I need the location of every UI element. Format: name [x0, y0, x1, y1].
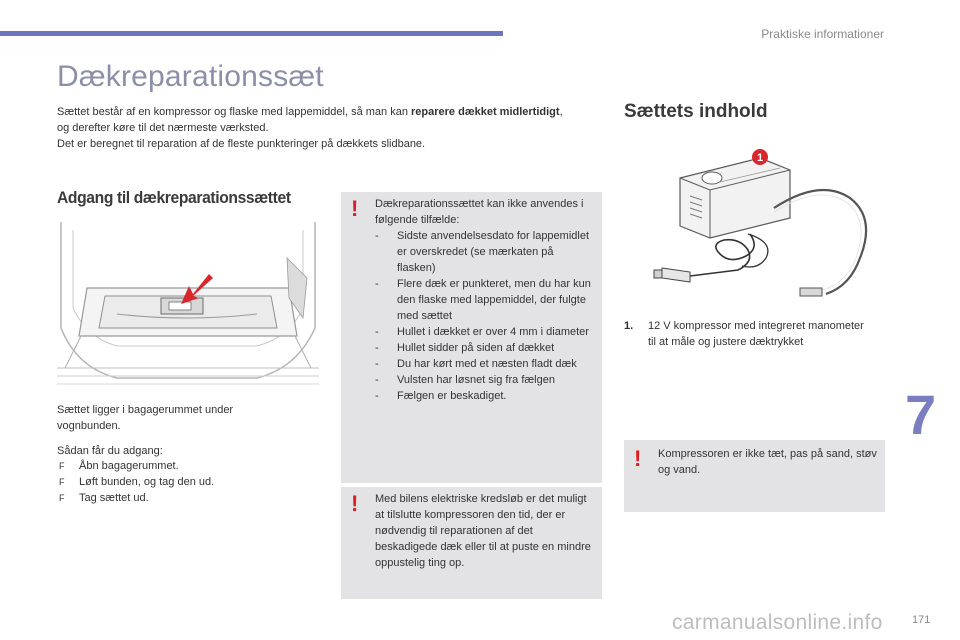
step-bullet: F: [59, 477, 65, 487]
limitation-text: Vulsten har løsnet sig fra fælgen: [397, 374, 555, 386]
step-text: Tag sættet ud.: [79, 492, 149, 504]
intro-text: Sættet består af en kompressor og flaske med lappemiddel, så man kan: [57, 106, 412, 118]
contents-item-1: [624, 318, 864, 350]
chapter-number: 7: [905, 383, 937, 446]
list-item: [375, 356, 595, 372]
intro-text-cont: , og derefter køre til det nærmeste værksted.: [57, 106, 563, 134]
list-item: [375, 340, 595, 356]
exclamation-icon: !: [351, 491, 359, 516]
callout-number: 1: [756, 152, 764, 164]
section-header-label: Praktiske informationer: [761, 27, 884, 41]
access-heading: Adgang til dækreparationssættet: [57, 188, 291, 207]
list-item: [57, 474, 214, 490]
exclamation-icon: !: [634, 446, 642, 471]
page-number: 171: [912, 614, 931, 626]
compressor-illustration: [650, 138, 886, 308]
dash-bullet: -: [375, 358, 379, 370]
step-text: Åbn bagagerummet.: [79, 460, 179, 472]
access-steps-list: [57, 458, 214, 506]
step-bullet: F: [59, 493, 65, 503]
list-item: [375, 372, 595, 388]
dash-bullet: -: [375, 326, 379, 338]
intro-bold-text: reparere dækket midlertidigt: [411, 106, 560, 118]
limitations-list: [375, 228, 595, 404]
item-text: 12 V kompressor med integreret manometer til at måle og justere dæktrykket: [648, 320, 864, 348]
contents-heading: Sættets indhold: [624, 101, 768, 122]
list-item: [57, 490, 214, 506]
limitation-text: Hullet sidder på siden af dækket: [397, 342, 555, 354]
step-text: Løft bunden, og tag den ud.: [79, 476, 215, 488]
limitation-text: Sidste anvendelsesdato for lappemidlet er overskredet (se mærkaten på flasken): [397, 230, 590, 274]
limitation-text: Du har kørt med et næsten fladt dæk: [397, 358, 577, 370]
warning-box-electrical: [341, 487, 602, 599]
list-item: [57, 458, 214, 474]
list-item: [375, 276, 595, 324]
limitation-text: Fælgen er beskadiget.: [397, 390, 507, 402]
dash-bullet: -: [375, 278, 379, 290]
list-item: [375, 228, 595, 276]
warning-box-compressor: [624, 440, 885, 512]
warning-text: Kompressoren er ikke tæt, pas på sand, støv og vand.: [658, 448, 877, 476]
top-accent-bar: [0, 31, 503, 36]
list-item: [375, 324, 595, 340]
warning-box-limitations: [341, 192, 602, 483]
dash-bullet: -: [375, 374, 379, 386]
dash-bullet: -: [375, 230, 379, 242]
list-item: [375, 388, 595, 404]
limitation-text: Flere dæk er punkteret, men du har kun den flaske med lappemiddel, der fulgte med sættet: [397, 278, 591, 322]
page-title: Dækreparationssæt: [57, 60, 324, 93]
access-label: Sådan får du adgang:: [57, 445, 163, 457]
watermark-logo: carmanualsonline.info: [672, 611, 883, 634]
limitation-text: Hullet i dækket er over 4 mm i diameter: [397, 326, 589, 338]
exclamation-icon: !: [351, 196, 359, 221]
trunk-caption: Sættet ligger i bagagerummet under vognbunden.: [57, 404, 234, 432]
dash-bullet: -: [375, 342, 379, 354]
intro-line-2: Det er beregnet til reparation af de fleste punkteringer på dækkets slidbane.: [57, 138, 426, 150]
warning-text: [375, 196, 595, 404]
trunk-illustration: [57, 218, 319, 396]
warning-intro: Dækreparationssættet kan ikke anvendes i følgende tilfælde:: [375, 198, 584, 226]
dash-bullet: -: [375, 390, 379, 402]
intro-paragraph: [57, 104, 577, 152]
item-number: 1.: [624, 320, 634, 332]
warning-text: Med bilens elektriske kredsløb er det muligt at tilslutte kompressoren den tid, der er nødvendig til reparationen af det beskadigede dæk eller til at puste en mindre oppustelig ting op.: [375, 493, 591, 569]
step-bullet: F: [59, 461, 65, 471]
